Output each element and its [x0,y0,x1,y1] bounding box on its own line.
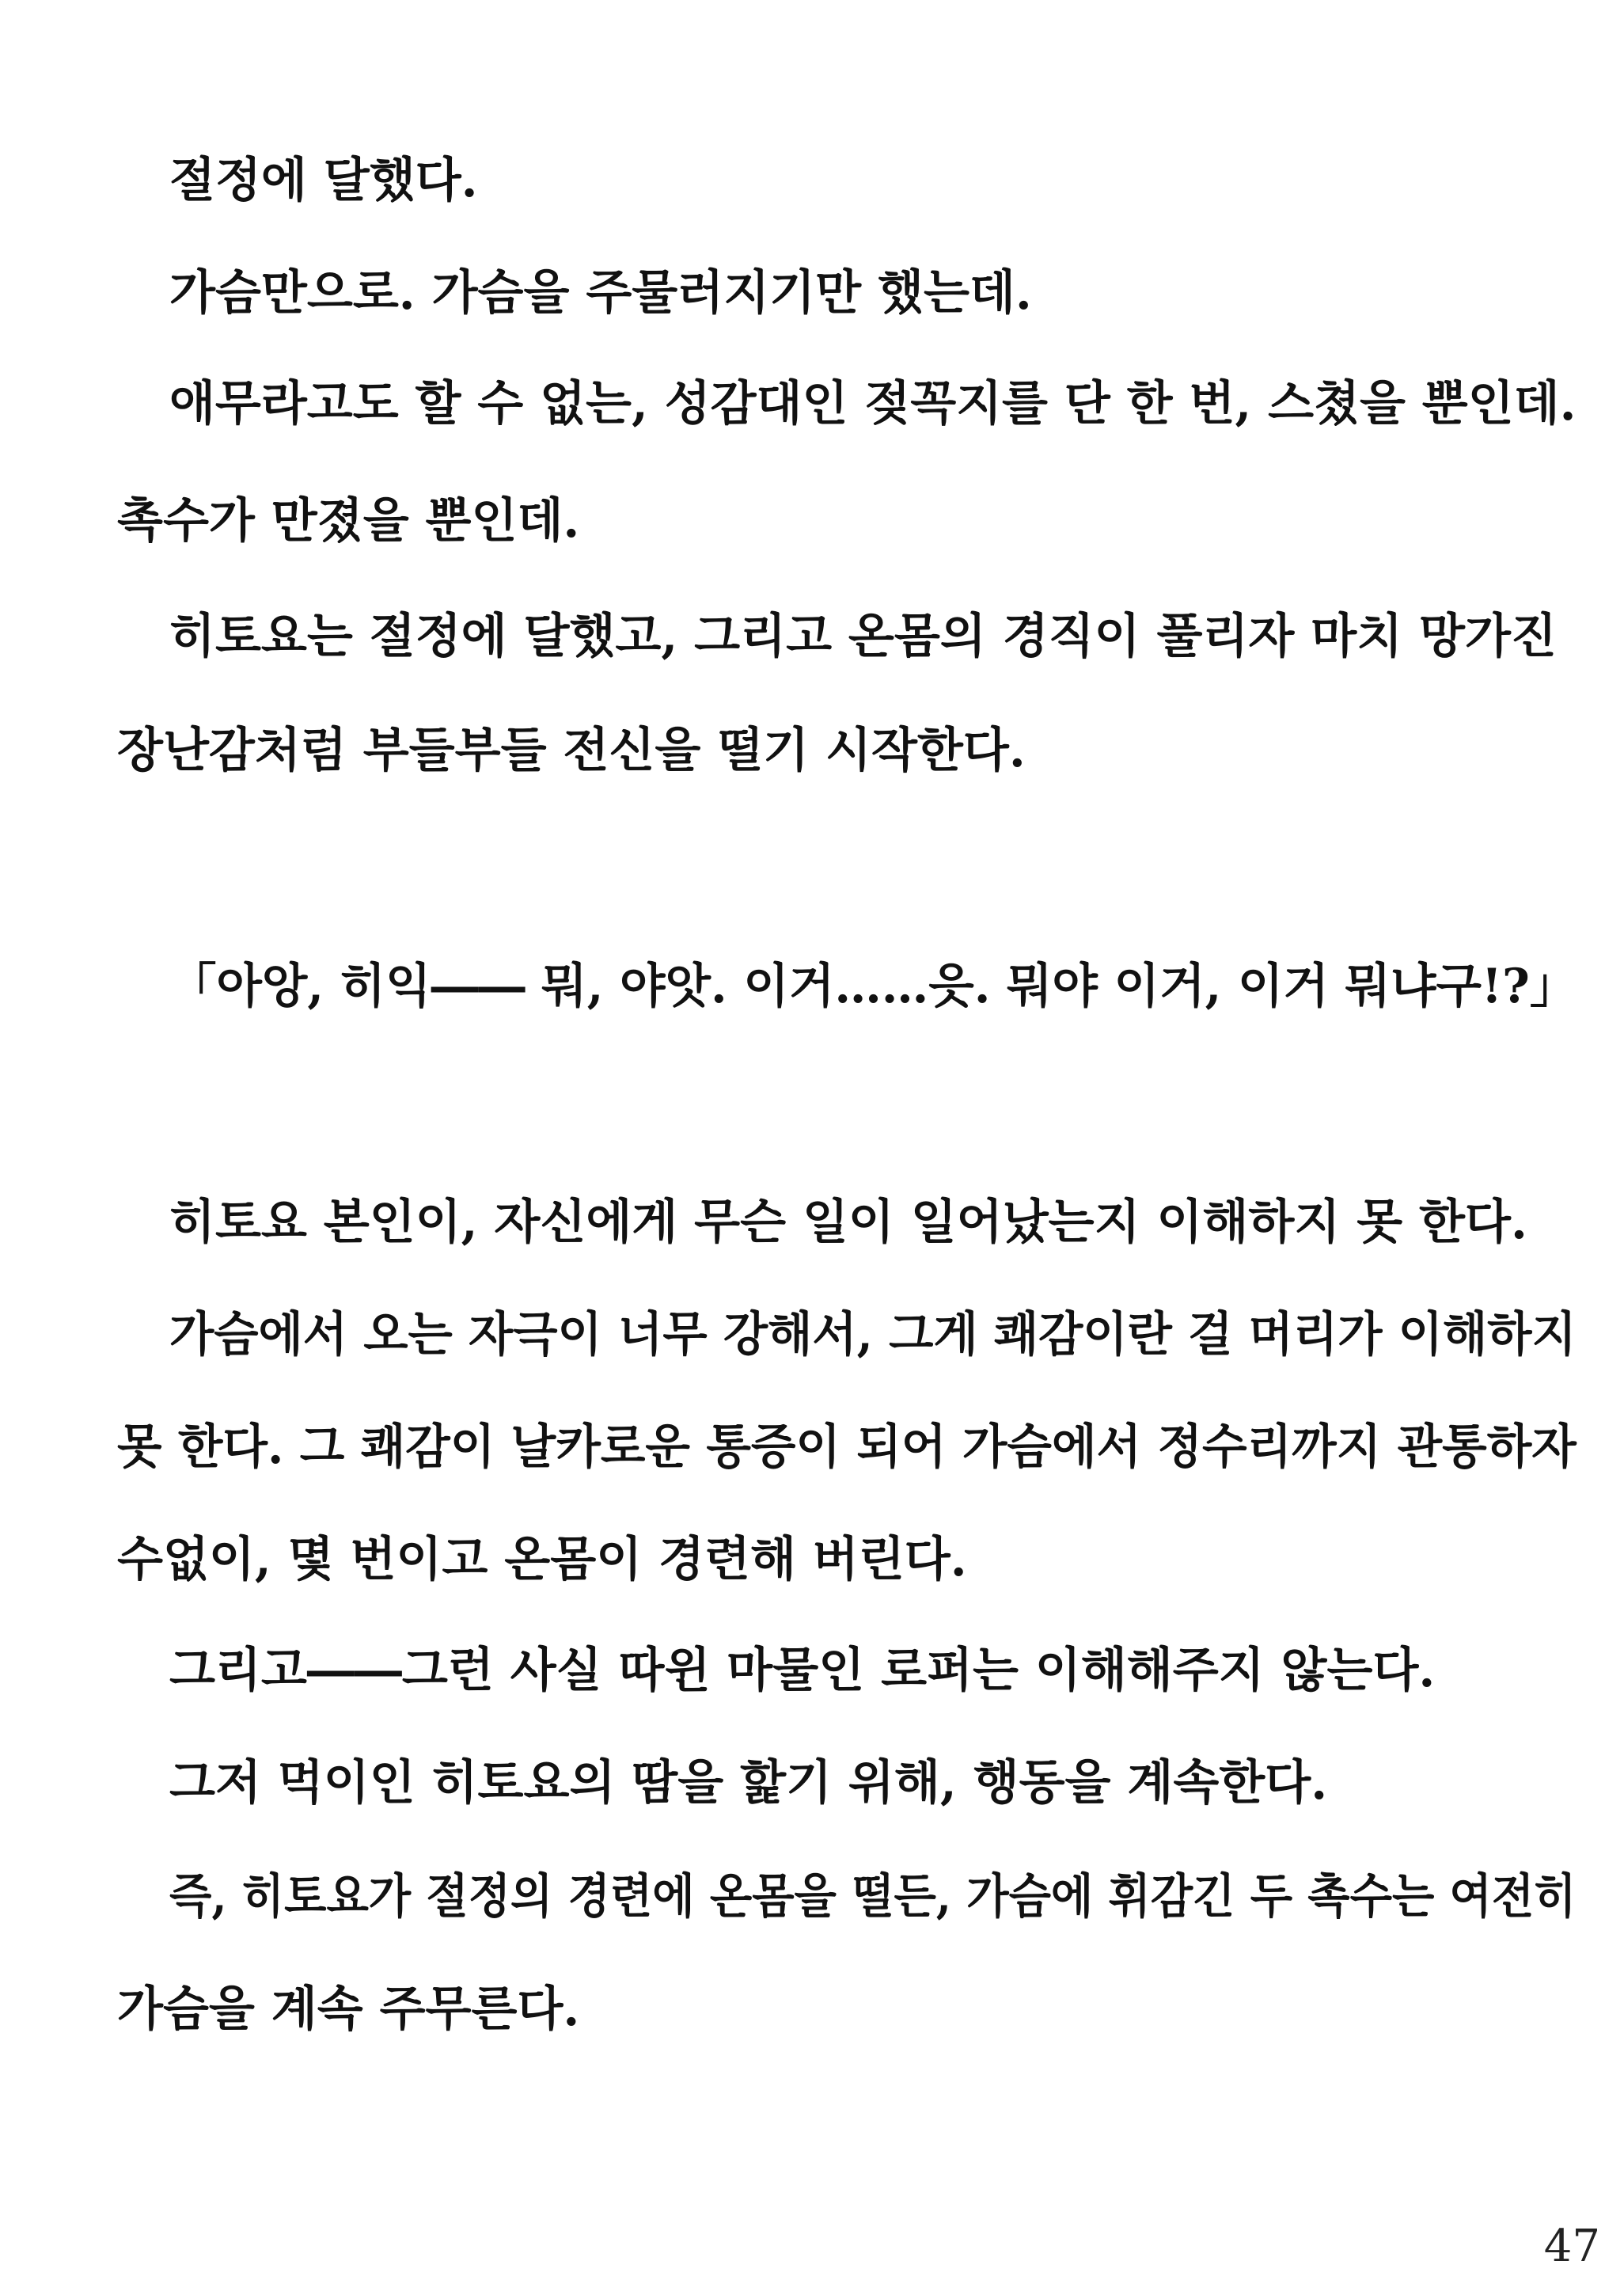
paragraph-line: 그저 먹이인 히토요의 땀을 핥기 위해, 행동을 계속한다. [169,1755,1328,1811]
paragraph-line: 가슴에서 오는 자극이 너무 강해서, 그게 쾌감이란 걸 머리가 이해하지 [169,1307,1577,1362]
paragraph-line: 히토요 본인이, 자신에게 무슨 일이 일어났는지 이해하지 못 한다. [169,1195,1527,1250]
paragraph-line: 그리고――그런 사실 따윈 마물인 로퍼는 이해해주지 않는다. [169,1643,1436,1698]
paragraph-line: 절정에 달했다. [169,153,478,208]
paragraph-line: 애무라고도 할 수 없는, 성감대인 젖꼭지를 단 한 번, 스쳤을 뿐인데. [169,376,1577,431]
paragraph-line: 촉수가 만졌을 뿐인데. [117,493,580,549]
paragraph-line: 수없이, 몇 번이고 온몸이 경련해 버린다. [117,1532,967,1587]
paragraph-line: 가슴만으로. 가슴을 주물러지기만 했는데. [169,265,1032,321]
paragraph-line: 히토요는 절정에 달했고, 그리고 온몸의 경직이 풀리자 마치 망가진 [169,609,1557,664]
paragraph-line: 장난감처럼 부들부들 전신을 떨기 시작한다. [117,723,1026,778]
paragraph-line: 가슴을 계속 주무른다. [117,1982,580,2037]
paragraph-line: 못 한다. 그 쾌감이 날카로운 통증이 되어 가슴에서 정수리까지 관통하자 [117,1419,1577,1475]
page-number: 47 [1543,2221,1600,2272]
paragraph-line: 즉, 히토요가 절정의 경련에 온몸을 떨든, 가슴에 휘감긴 두 촉수는 여전히 [169,1869,1577,1925]
dialogue-line: 「아앙, 히익―― 뭐, 야앗. 이거……읏. 뭐야 이거, 이거 뭐냐구!?」 [169,959,1577,1014]
